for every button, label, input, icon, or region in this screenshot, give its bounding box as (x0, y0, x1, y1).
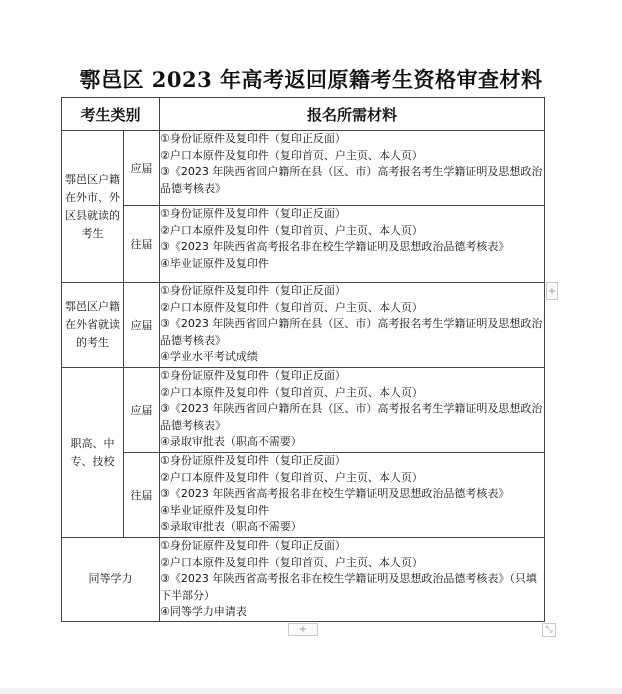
add-row-button[interactable]: + (288, 623, 318, 636)
page-bottom-edge (0, 688, 622, 694)
material-item: ①身份证原件及复印件（复印正反面） (160, 454, 346, 467)
material-item: ①身份证原件及复印件（复印正反面） (160, 132, 346, 145)
sub-category-cell: 应届 (124, 283, 160, 368)
materials-cell (160, 453, 545, 538)
material-item: ②户口本原件及复印件（复印首页、户主页、本人页） (160, 555, 423, 569)
material-item: ④录取审批表（职高不需要） (160, 435, 302, 448)
materials-cell (160, 368, 545, 453)
sub-category-cell: 往届 (124, 206, 160, 283)
sub-category-cell: 应届 (124, 131, 160, 206)
material-item: ③《2023 年陕西省高考报名非在校生学籍证明及思想政治品德考核表》（只填下半部分） (160, 572, 537, 602)
materials-cell (160, 283, 545, 368)
category-cell: 鄠邑区户籍在外市、外区县就读的考生 (62, 131, 124, 283)
materials-table (61, 97, 545, 622)
material-item: ③《2023 年陕西省回户籍所在县（区、市）高考报名考生学籍证明及思想政治品德考核表》 (160, 402, 543, 432)
material-item: ①身份证原件及复印件（复印正反面） (160, 539, 346, 552)
material-item: ④毕业证原件及复印件 (160, 256, 269, 270)
sub-category-cell: 应届 (124, 368, 160, 453)
material-item: ③《2023 年陕西省回户籍所在县（区、市）高考报名考生学籍证明及思想政治品德考核表》 (160, 165, 543, 195)
material-item: ③《2023 年陕西省高考报名非在校生学籍证明及思想政治品德考核表》 (160, 240, 510, 253)
sub-category-cell: 往届 (124, 453, 160, 538)
header-materials: 报名所需材料 (160, 98, 545, 131)
header-category: 考生类别 (62, 98, 160, 131)
table-row (62, 368, 545, 453)
document-title: 鄠邑区 2023 年高考返回原籍考生资格审查材料 (79, 67, 543, 92)
material-item: ④学业水平考试成绩 (160, 350, 258, 363)
materials-cell (160, 538, 545, 622)
material-item: ②户口本原件及复印件（复印首页、户主页、本人页） (160, 300, 423, 314)
materials-cell (160, 131, 545, 206)
material-item: ④毕业证原件及复印件 (160, 503, 269, 517)
material-item: ①身份证原件及复印件（复印正反面） (160, 207, 346, 220)
category-cell: 职高、中专、技校 (62, 368, 124, 538)
table-row (62, 131, 545, 206)
category-cell: 同等学力 (62, 538, 160, 622)
table-row (62, 538, 545, 622)
material-item: ②户口本原件及复印件（复印首页、户主页、本人页） (160, 223, 423, 237)
material-item: ③《2023 年陕西省回户籍所在县（区、市）高考报名考生学籍证明及思想政治品德考核表》 (160, 317, 543, 347)
material-item: ③《2023 年陕西省高考报名非在校生学籍证明及思想政治品德考核表》 (160, 487, 510, 500)
table-header-row (62, 98, 545, 131)
resize-handle-icon[interactable]: ⤡ (542, 623, 556, 637)
material-item: ④同等学力申请表 (160, 605, 247, 618)
material-item: ①身份证原件及复印件（复印正反面） (160, 284, 346, 297)
table-row (62, 453, 545, 538)
material-item: ⑤录取审批表（职高不需要） (160, 520, 302, 533)
material-item: ②户口本原件及复印件（复印首页、户主页、本人页） (160, 148, 423, 162)
material-item: ②户口本原件及复印件（复印首页、户主页、本人页） (160, 470, 423, 484)
material-item: ①身份证原件及复印件（复印正反面） (160, 369, 346, 382)
category-cell: 鄠邑区户籍在外省就读的考生 (62, 283, 124, 368)
material-item: ②户口本原件及复印件（复印首页、户主页、本人页） (160, 385, 423, 399)
table-row (62, 206, 545, 283)
materials-cell (160, 206, 545, 283)
add-column-button[interactable]: + (546, 282, 558, 300)
table-row (62, 283, 545, 368)
